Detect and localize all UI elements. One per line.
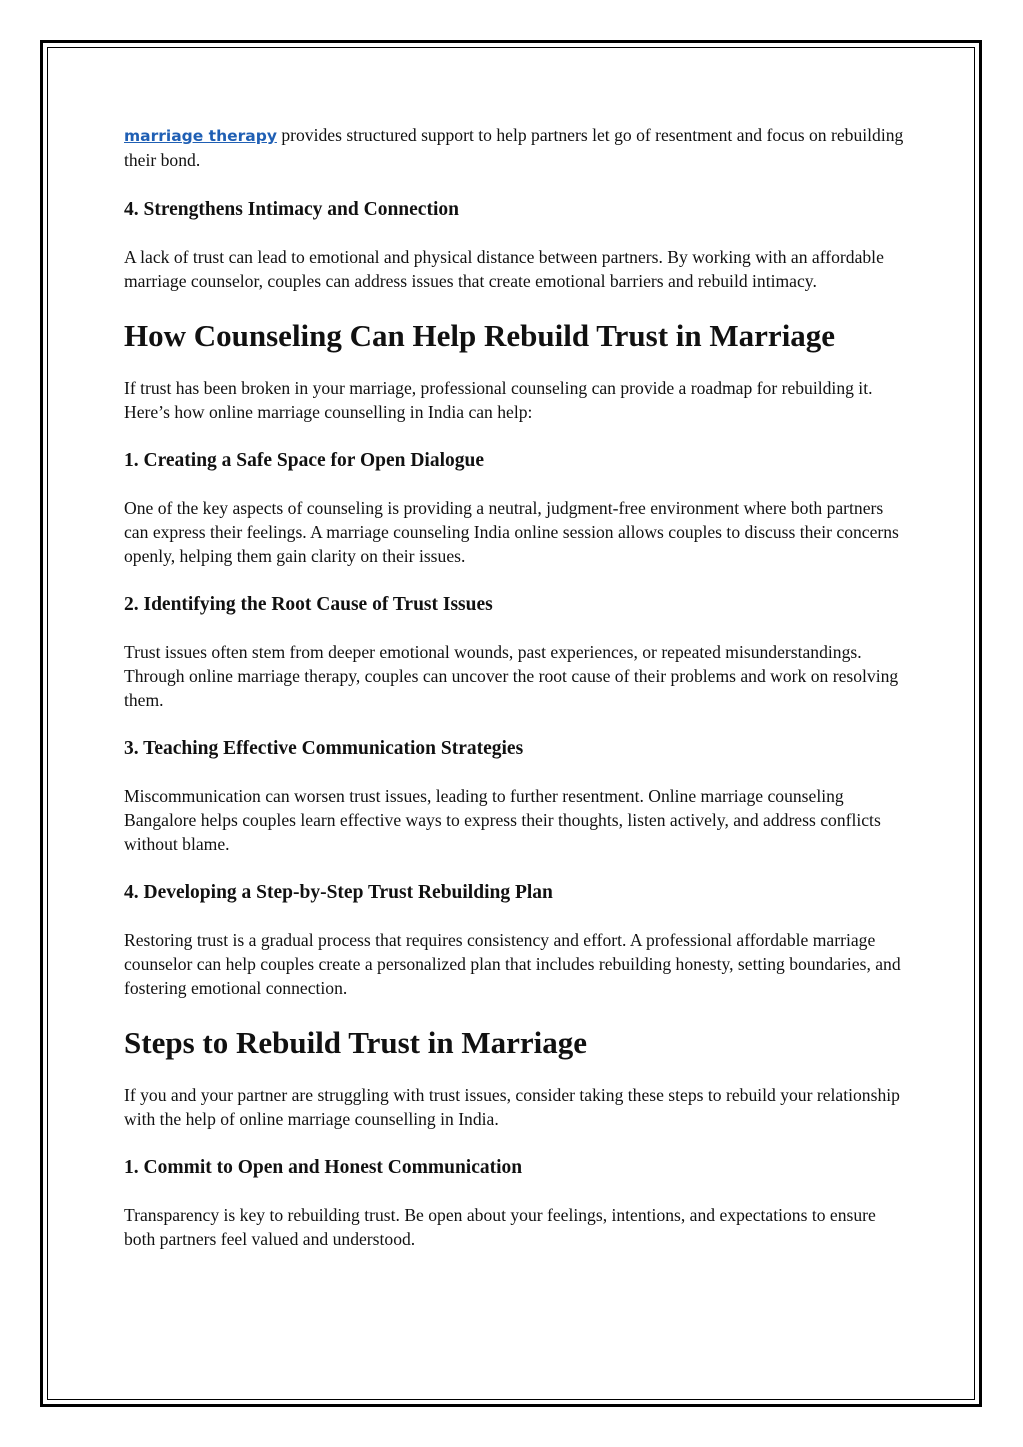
heading-strengthens-intimacy: 4. Strengthens Intimacy and Connection: [124, 199, 459, 220]
paragraph-rebuilding-plan: Restoring trust is a gradual process that requires consistency and effort. A professional affordable marriage counselor can help couples create a personalized plan that includes rebuilding honesty, setting boundaries, and fostering emotional connection.: [124, 930, 901, 998]
heading-how-counseling-helps: How Counseling Can Help Rebuild Trust in Marriage: [124, 318, 836, 353]
heading-rebuilding-plan: 4. Developing a Step-by-Step Trust Rebuilding Plan: [124, 882, 553, 903]
heading-honest-communication: 1. Commit to Open and Honest Communication: [124, 1157, 523, 1178]
heading-communication-strategies: 3. Teaching Effective Communication Strategies: [124, 738, 524, 759]
intro-text: provides structured support to help partners let go of resentment and focus on rebuilding their bond.: [124, 125, 904, 170]
paragraph-strengthens-intimacy: A lack of trust can lead to emotional and physical distance between partners. By working with an affordable marriage counselor, couples can address issues that create emotional barriers and rebuild intimacy.: [124, 247, 884, 291]
heading-safe-space: 1. Creating a Safe Space for Open Dialogue: [124, 450, 485, 471]
document-body: [124, 123, 904, 1251]
paragraph-counseling-intro: If trust has been broken in your marriage, professional counseling can provide a roadmap for rebuilding it. Here’s how online marriage counselling in India can help:: [124, 378, 873, 422]
paragraph-communication-strategies: Miscommunication can worsen trust issues, leading to further resentment. Online marriage counseling Bangalore helps couples learn effective ways to express their thoughts, listen actively, and address conflicts without blame.: [124, 786, 881, 854]
paragraph-root-cause: Trust issues often stem from deeper emotional wounds, past experiences, or repeated misunderstandings. Through online marriage therapy, couples can uncover the root cause of their problems and work on resolving them.: [124, 642, 899, 710]
paragraph-honest-communication: Transparency is key to rebuilding trust. Be open about your feelings, intentions, and expectations to ensure both partners feel valued and understood.: [124, 1205, 876, 1249]
paragraph-safe-space: One of the key aspects of counseling is providing a neutral, judgment-free environment where both partners can express their feelings. A marriage counseling India online session allows couples to discuss their concerns openly, helping them gain clarity on their issues.: [124, 498, 899, 566]
paragraph-steps-intro: If you and your partner are struggling with trust issues, consider taking these steps to rebuild your relationship with the help of online marriage counselling in India.: [124, 1085, 900, 1129]
heading-root-cause: 2. Identifying the Root Cause of Trust Issues: [124, 594, 493, 615]
marriage-therapy-link[interactable]: marriage therapy: [124, 127, 277, 145]
intro-paragraph: [124, 123, 904, 172]
heading-steps-to-rebuild: Steps to Rebuild Trust in Marriage: [124, 1025, 588, 1060]
